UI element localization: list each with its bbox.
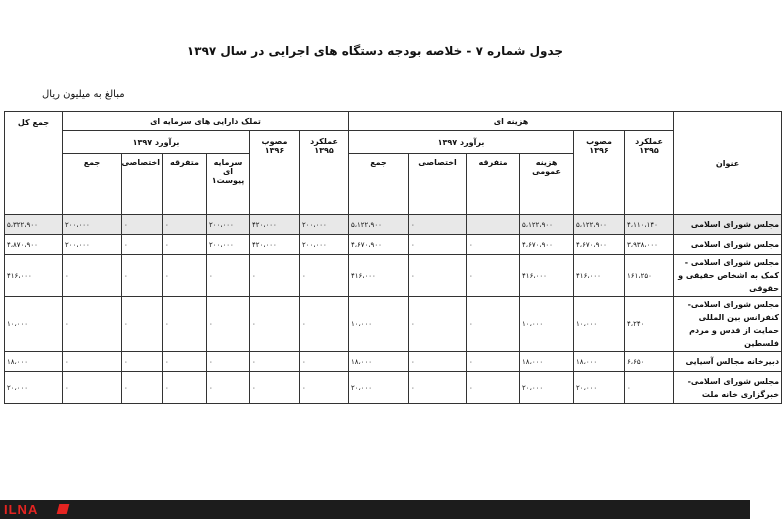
cell-expense-sum: ۱۸،۰۰۰: [349, 352, 409, 372]
cell-capital-actual: ۰: [300, 372, 349, 404]
cell-capital-approved: ۰: [250, 297, 300, 352]
cell-general-expense: ۴۱۶،۰۰۰: [520, 255, 574, 297]
row-name: مجلس شورای اسلامی - کمک به اشخاص حقیقی و حقوقی: [674, 255, 782, 297]
cell-capital-attached: ۲۰۰،۰۰۰: [207, 235, 250, 255]
unit-label: مبالغ به میلیون ریال: [42, 89, 125, 100]
table-row: [5, 235, 782, 255]
cell-capital-sum: ۲۰۰،۰۰۰: [63, 215, 122, 235]
row-name: مجلس شورای اسلامی-کنفرانس بین المللی حمایت از قدس و مردم فلسطین: [674, 297, 782, 352]
cell-expense-sum: ۵،۱۲۲،۹۰۰: [349, 215, 409, 235]
cell-general-expense: ۵،۱۲۲،۹۰۰: [520, 215, 574, 235]
cell-capital-special: ۰: [122, 235, 163, 255]
footer-bar: [0, 500, 750, 519]
cell-expense-approved: ۱۰،۰۰۰: [574, 297, 625, 352]
header-expense-sum: جمع: [349, 154, 409, 215]
cell-expense-misc: ۰: [467, 235, 520, 255]
cell-capital-attached: ۰: [207, 255, 250, 297]
cell-capital-misc: ۰: [163, 215, 207, 235]
cell-capital-misc: ۰: [163, 352, 207, 372]
budget-table: [4, 111, 782, 404]
row-name: مجلس شورای اسلامی: [674, 235, 782, 255]
cell-capital-misc: ۰: [163, 235, 207, 255]
cell-capital-actual: ۰: [300, 297, 349, 352]
cell-capital-attached: ۲۰۰،۰۰۰: [207, 215, 250, 235]
cell-capital-special: ۰: [122, 255, 163, 297]
cell-general-expense: ۴،۶۷۰،۹۰۰: [520, 235, 574, 255]
cell-capital-actual: ۰: [300, 352, 349, 372]
header-title: عنوان: [674, 112, 782, 215]
row-name: مجلس شورای اسلامی-خبرگزاری خانه ملت: [674, 372, 782, 404]
cell-capital-actual: ۰: [300, 255, 349, 297]
cell-capital-sum: ۰: [63, 372, 122, 404]
cell-capital-sum: ۰: [63, 297, 122, 352]
cell-total: ۲۰،۰۰۰: [5, 372, 63, 404]
cell-expense-sum: ۱۰،۰۰۰: [349, 297, 409, 352]
cell-expense-special: ۰: [409, 235, 467, 255]
page-title: جدول شماره ۷ - خلاصه بودجه دستگاه های اجرایی در سال ۱۳۹۷: [186, 44, 564, 58]
table-row: [5, 297, 782, 352]
cell-expense-sum: ۴۱۶،۰۰۰: [349, 255, 409, 297]
cell-total: ۱۸،۰۰۰: [5, 352, 63, 372]
table-row: [5, 255, 782, 297]
cell-capital-approved: ۴۲۰،۰۰۰: [250, 215, 300, 235]
cell-expense-special: ۰: [409, 297, 467, 352]
cell-capital-special: ۰: [122, 372, 163, 404]
row-name: دبیرخانه مجالس آسیایی: [674, 352, 782, 372]
cell-capital-special: ۰: [122, 297, 163, 352]
cell-expense-special: ۰: [409, 215, 467, 235]
cell-capital-sum: ۰: [63, 352, 122, 372]
header-expense-misc: متفرقه: [467, 154, 520, 215]
cell-capital-actual: ۲۰۰،۰۰۰: [300, 215, 349, 235]
logo-mark-icon: [57, 504, 70, 514]
cell-total: ۴،۸۷۰،۹۰۰: [5, 235, 63, 255]
header-capital-sum: جمع: [63, 154, 122, 215]
cell-capital-approved: ۰: [250, 372, 300, 404]
header-capital-approved: مصوب ۱۳۹۶: [250, 131, 300, 215]
header-expense-approved: مصوب ۱۳۹۶: [574, 131, 625, 215]
cell-expense-special: ۰: [409, 352, 467, 372]
cell-expense-misc: [467, 215, 520, 235]
cell-expense-actual: ۰: [625, 372, 674, 404]
header-capital-special: اختصاصی: [122, 154, 163, 215]
cell-expense-special: ۰: [409, 255, 467, 297]
header-capital-actual: عملکرد ۱۳۹۵: [300, 131, 349, 215]
cell-capital-sum: ۰: [63, 255, 122, 297]
cell-expense-approved: ۱۸،۰۰۰: [574, 352, 625, 372]
cell-expense-sum: ۲۰،۰۰۰: [349, 372, 409, 404]
cell-general-expense: ۱۰،۰۰۰: [520, 297, 574, 352]
cell-expense-misc: ۰: [467, 297, 520, 352]
cell-capital-sum: ۲۰۰،۰۰۰: [63, 235, 122, 255]
cell-capital-misc: ۰: [163, 255, 207, 297]
cell-total: ۱۰،۰۰۰: [5, 297, 63, 352]
cell-capital-misc: ۰: [163, 297, 207, 352]
cell-capital-misc: ۰: [163, 372, 207, 404]
cell-general-expense: ۱۸،۰۰۰: [520, 352, 574, 372]
cell-capital-special: ۰: [122, 215, 163, 235]
header-capital-misc: متفرقه: [163, 154, 207, 215]
header-expense-special: اختصاصی: [409, 154, 467, 215]
cell-expense-misc: ۰: [467, 255, 520, 297]
table-row: [5, 372, 782, 404]
cell-capital-approved: ۴۲۰،۰۰۰: [250, 235, 300, 255]
table-row: [5, 352, 782, 372]
cell-expense-approved: ۴،۶۷۰،۹۰۰: [574, 235, 625, 255]
cell-capital-approved: ۰: [250, 352, 300, 372]
ilna-logo: ILNA: [4, 502, 39, 517]
header-expense: هزینه ای: [349, 112, 674, 131]
header-general-expense: هزینه عمومی: [520, 154, 574, 215]
cell-total: ۵،۳۲۲،۹۰۰: [5, 215, 63, 235]
cell-expense-sum: ۴،۶۷۰،۹۰۰: [349, 235, 409, 255]
cell-expense-actual: ۴،۱۱۰،۱۴۰: [625, 215, 674, 235]
cell-capital-attached: ۰: [207, 372, 250, 404]
row-name: مجلس شورای اسلامی: [674, 215, 782, 235]
cell-expense-actual: ۳،۹۳۸،۰۰۰: [625, 235, 674, 255]
cell-capital-attached: ۰: [207, 352, 250, 372]
cell-total: ۴۱۶،۰۰۰: [5, 255, 63, 297]
header-total: جمع کل: [5, 112, 63, 215]
header-capital-attached: سرمایه ای پیوست۱: [207, 154, 250, 215]
cell-expense-special: ۰: [409, 372, 467, 404]
cell-expense-misc: ۰: [467, 352, 520, 372]
table-row: [5, 215, 782, 235]
cell-expense-approved: ۴۱۶،۰۰۰: [574, 255, 625, 297]
header-expense-estimate: برآورد ۱۳۹۷: [349, 131, 574, 154]
cell-expense-approved: ۵،۱۲۲،۹۰۰: [574, 215, 625, 235]
header-capital: تملک دارایی های سرمایه ای: [63, 112, 349, 131]
cell-expense-actual: ۶،۶۵۰: [625, 352, 674, 372]
cell-general-expense: ۲۰،۰۰۰: [520, 372, 574, 404]
cell-capital-special: ۰: [122, 352, 163, 372]
header-expense-actual: عملکرد ۱۳۹۵: [625, 131, 674, 215]
cell-expense-approved: ۲۰،۰۰۰: [574, 372, 625, 404]
cell-capital-approved: ۰: [250, 255, 300, 297]
cell-expense-actual: ۱۶۱،۲۵۰: [625, 255, 674, 297]
header-capital-estimate: برآورد ۱۳۹۷: [63, 131, 250, 154]
cell-expense-actual: ۴،۲۴۰: [625, 297, 674, 352]
cell-capital-attached: ۰: [207, 297, 250, 352]
cell-capital-actual: ۲۰۰،۰۰۰: [300, 235, 349, 255]
cell-expense-misc: ۰: [467, 372, 520, 404]
